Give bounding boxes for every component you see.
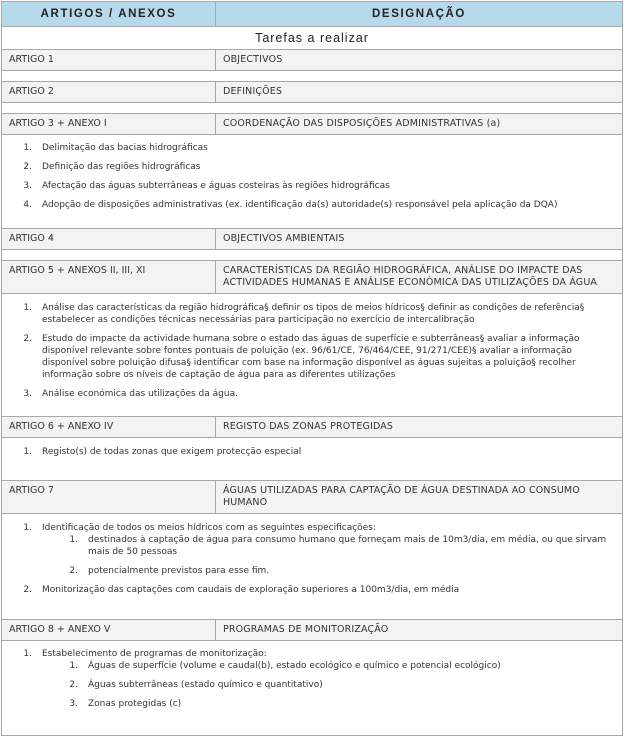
sub-task-list <box>2 534 622 577</box>
task-number: 3. <box>23 389 32 399</box>
sub-task-text: Zonas protegidas (c) <box>88 699 182 709</box>
article-ref: ARTIGO 3 + ANEXO I <box>2 114 216 134</box>
task-number: 2. <box>23 162 32 172</box>
article-body <box>2 103 622 114</box>
sub-task-item <box>2 698 622 710</box>
task-text: Adopção de disposições administrativas (ex. identificação da(s) autoridade(s) responsável pela aplicação da DQA) <box>42 200 558 210</box>
article-row <box>2 229 622 250</box>
task-text: Análise económica das utilizações da água. <box>42 389 238 399</box>
task-item <box>2 142 622 154</box>
task-item <box>2 333 622 381</box>
article-row <box>2 481 622 514</box>
sub-task-item <box>2 660 622 672</box>
task-item <box>2 648 622 660</box>
article-title: COORDENAÇÃO DAS DISPOSIÇÕES ADMINISTRATIVAS (a) <box>223 118 501 129</box>
sub-task-item <box>2 565 622 577</box>
article-ref: ARTIGO 5 + ANEXOS II, III, XI <box>2 261 216 293</box>
task-text: Afectação das águas subterrâneas e águas costeiras às regiões hidrográficas <box>42 181 390 191</box>
task-number: 1. <box>23 523 32 533</box>
task-text: Registo(s) de todas zonas que exigem protecção especial <box>42 447 302 457</box>
sub-task-item <box>2 679 622 691</box>
task-number: 1. <box>23 649 32 659</box>
article-body <box>2 514 622 620</box>
sub-task-list <box>2 660 622 710</box>
task-item <box>2 446 622 458</box>
task-text: Definição das regiões hidrográficas <box>42 162 201 172</box>
article-title: OBJECTIVOS AMBIENTAIS <box>223 233 345 244</box>
sub-task-number: 3. <box>69 699 78 709</box>
sub-task-number: 1. <box>69 535 78 545</box>
article-body <box>2 294 622 417</box>
task-number: 1. <box>23 143 32 153</box>
task-list <box>2 522 622 596</box>
header-articles: ARTIGOS / ANEXOS <box>2 2 216 26</box>
header-designation: DESIGNAÇÃO <box>372 8 466 20</box>
article-row <box>2 50 622 71</box>
article-rows <box>2 50 622 736</box>
article-body <box>2 71 622 82</box>
task-text: Delimitação das bacias hidrográficas <box>42 143 208 153</box>
sub-task-text: destinados à captação de água para consumo humano que forneçam mais de 10m3/dia, em média, ou que sirvam mais de 50 pessoas <box>88 535 607 557</box>
article-title: CARACTERÍSTICAS DA REGIÃO HIDROGRÁFICA, ANÁLISE DO IMPACTE DAS ACTIVIDADES HUMANAS E ANÁLISE ECONÓMICA DAS UTILIZAÇÕES DA ÁGUA <box>223 265 598 288</box>
article-ref: ARTIGO 8 + ANEXO V <box>2 620 216 640</box>
task-item <box>2 199 622 211</box>
article-body <box>2 438 622 481</box>
article-row <box>2 261 622 294</box>
article-ref: ARTIGO 4 <box>2 229 216 249</box>
article-row <box>2 82 622 103</box>
article-row <box>2 417 622 438</box>
task-list <box>2 302 622 400</box>
task-list <box>2 648 622 710</box>
task-number: 2. <box>23 334 32 344</box>
task-item <box>2 302 622 326</box>
articles-table <box>1 1 623 736</box>
article-title: DEFINIÇÕES <box>223 86 283 97</box>
task-item <box>2 584 622 596</box>
task-text: Estabelecimento de programas de monitorização: <box>42 649 267 659</box>
task-list <box>2 446 622 458</box>
article-title: OBJECTIVOS <box>223 54 283 65</box>
task-number: 4. <box>23 200 32 210</box>
article-title: REGISTO DAS ZONAS PROTEGIDAS <box>223 421 394 432</box>
article-body <box>2 250 622 261</box>
article-ref: ARTIGO 1 <box>2 50 216 70</box>
task-item <box>2 522 622 534</box>
task-item <box>2 180 622 192</box>
article-ref: ARTIGO 2 <box>2 82 216 102</box>
sub-task-text: Águas de superfície (volume e caudal(b), estado ecológico e químico e potencial ecológico) <box>88 661 501 671</box>
sub-task-number: 2. <box>69 566 78 576</box>
task-list <box>2 142 622 211</box>
article-row <box>2 114 622 135</box>
task-text: Monitorização das captações com caudais de exploração superiores a 100m3/dia, em média <box>42 585 460 595</box>
article-ref: ARTIGO 6 + ANEXO IV <box>2 417 216 437</box>
sub-task-number: 1. <box>69 661 78 671</box>
task-number: 2. <box>23 585 32 595</box>
task-number: 1. <box>23 447 32 457</box>
task-text: Análise das características da região hidrográfica§ definir os tipos de meios hídricos§ definir as condições de referência§ estabelecer as condições técnicas necessárias para participação no exercício de intercalibração <box>42 303 585 325</box>
sub-task-number: 2. <box>69 680 78 690</box>
sub-task-text: Águas subterrâneas (estado químico e quantitativo) <box>88 680 323 690</box>
table-header <box>2 2 622 27</box>
article-body <box>2 135 622 229</box>
article-ref: ARTIGO 7 <box>2 481 216 513</box>
task-number: 1. <box>23 303 32 313</box>
article-title: ÁGUAS UTILIZADAS PARA CAPTAÇÃO DE ÁGUA DESTINADA AO CONSUMO HUMANO <box>223 485 580 508</box>
article-title: PROGRAMAS DE MONITORIZAÇÃO <box>223 624 389 635</box>
section-title: Tarefas a realizar <box>2 27 622 50</box>
sub-task-item <box>2 534 622 558</box>
article-row <box>2 620 622 641</box>
task-text: Estudo do impacte da actividade humana sobre o estado das águas de superfície e subterrâneas§ avaliar a informação disponível relevante sobre fontes pontuais de poluição (ex. 96/61/CE, 76/464/CEE, 91/271/CEE)§ avaliar a informação disponível sobre poluição difusa§ identificar com base na informação disponível as águas sujeitas a poluição§ recolher informação sobre os níveis de captação de água para as diferentes utilizações <box>42 334 580 380</box>
task-item <box>2 388 622 400</box>
task-text: Identificação de todos os meios hídricos com as seguintes especificações: <box>42 523 376 533</box>
task-item <box>2 161 622 173</box>
task-number: 3. <box>23 181 32 191</box>
sub-task-text: potencialmente previstos para esse fim. <box>88 566 270 576</box>
article-body <box>2 641 622 736</box>
